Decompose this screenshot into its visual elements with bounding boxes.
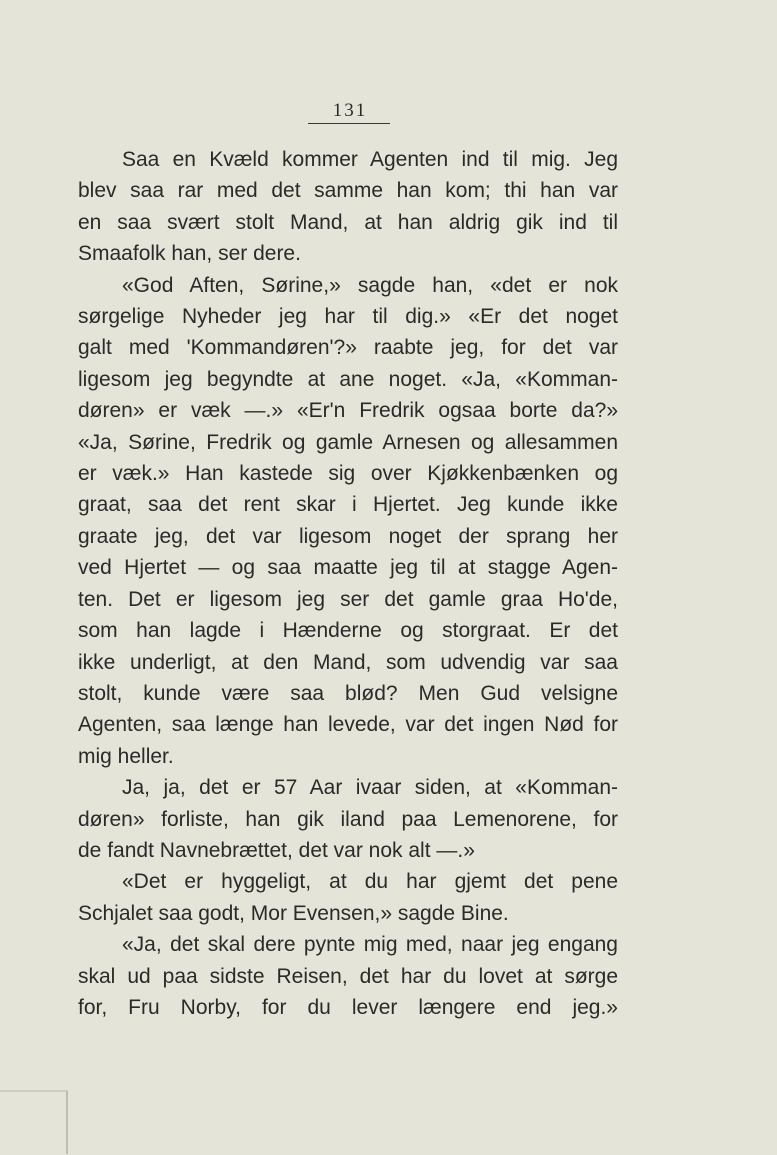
text-line: «Ja, det skal dere pynte mig med, naar jeg engang — [122, 933, 618, 957]
text-line: er væk.» Han kastede sig over Kjøkkenbænken og — [78, 462, 618, 486]
text-line: ten. Det er ligesom jeg ser det gamle graa Ho'de, — [78, 587, 618, 611]
text-line: som han lagde i Hænderne og storgraat. Er det — [78, 619, 618, 643]
text-line: galt med 'Kommandøren'?» raabte jeg, for det var — [78, 336, 618, 360]
body-text — [78, 144, 618, 1023]
page-number-rule — [308, 123, 390, 124]
text-line: ved Hjertet — og saa maatte jeg til at stagge Agen- — [78, 556, 618, 580]
text-line: ligesom jeg begyndte at ane noget. «Ja, «Komman- — [78, 367, 618, 391]
text-line: ikke underligt, at den Mand, som udvendig var saa — [78, 650, 618, 674]
text-line: blev saa rar med det samme han kom; thi han var — [78, 179, 618, 203]
text-line: graat, saa det rent skar i Hjertet. Jeg kunde ikke — [78, 493, 618, 517]
text-line: skal ud paa sidste Reisen, det har du lovet at sørge — [78, 964, 618, 988]
text-line: Schjalet saa godt, Mor Evensen,» sagde Bine. — [78, 901, 509, 925]
text-line: for, Fru Norby, for du lever længere end jeg.» — [78, 995, 618, 1019]
text-line: graate jeg, det var ligesom noget der sprang her — [78, 524, 618, 548]
text-line: Ja, ja, det er 57 Aar ivaar siden, at «Komman- — [122, 776, 618, 800]
text-line: sørgelige Nyheder jeg har til dig.» «Er det noget — [78, 305, 618, 329]
text-line: døren» forliste, han gik iland paa Lemenorene, for — [78, 807, 618, 831]
text-line: de fandt Navnebrættet, det var nok alt —.» — [78, 838, 475, 862]
text-line: Saa en Kvæld kommer Agenten ind til mig. Jeg — [122, 148, 618, 171]
text-line: Agenten, saa længe han levede, var det ingen Nød for — [78, 713, 618, 737]
text-line: Smaafolk han, ser dere. — [78, 242, 301, 266]
text-line: «God Aften, Sørine,» sagde han, «det er nok — [122, 273, 618, 297]
text-line: døren» er væk —.» «Er'n Fredrik ogsaa borte da?» — [78, 399, 618, 423]
text-line: «Ja, Sørine, Fredrik og gamle Arnesen og allesammen — [78, 430, 618, 454]
text-line: stolt, kunde være saa blød? Men Gud velsigne — [78, 681, 618, 705]
scan-edge-mark — [0, 1090, 68, 1154]
text-line: «Det er hyggeligt, at du har gjemt det pene — [122, 870, 618, 894]
page-number: 131 — [332, 100, 368, 121]
text-line: mig heller. — [78, 744, 174, 768]
text-line: en saa svært stolt Mand, at han aldrig gik ind til — [78, 210, 618, 234]
